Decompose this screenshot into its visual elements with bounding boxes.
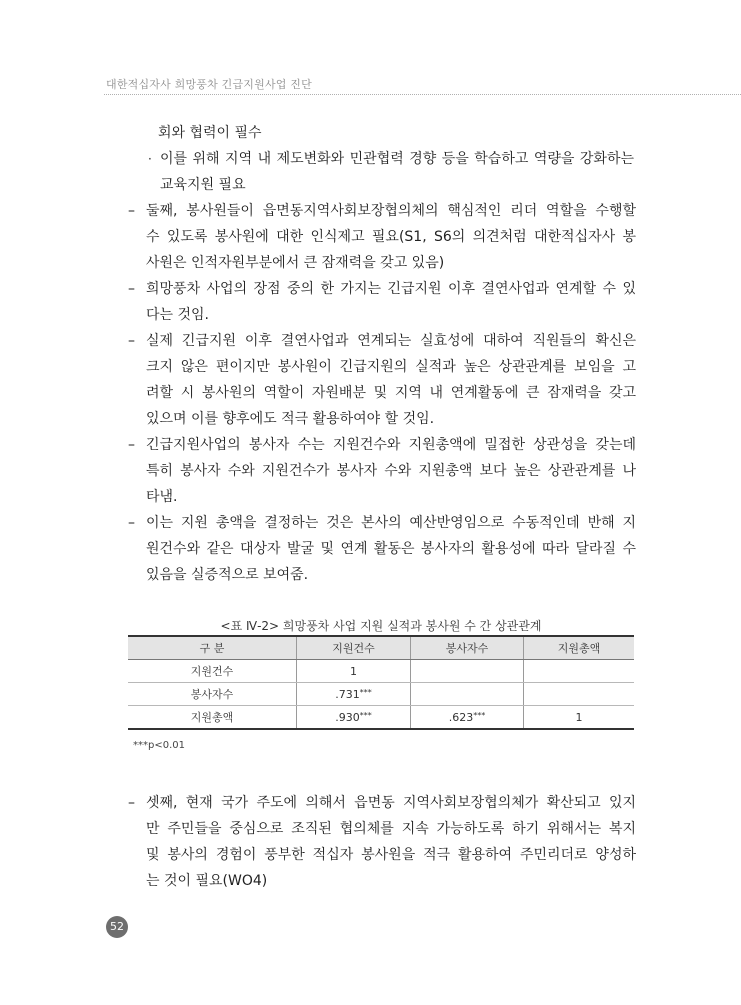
bullet-line: 려할 시 봉사원의 역할이 자원배분 및 지역 내 연계활동에 큰 잠재력을 갖고 (146, 385, 636, 401)
page-number-badge: 52 (106, 916, 128, 938)
bullet-line: 원건수와 같은 대상자 발굴 및 연계 활동은 봉사자의 활용성에 따라 달라질 수 (146, 541, 636, 557)
bullet-marker: – (128, 437, 135, 453)
row-label: 지원건수 (128, 660, 297, 683)
table-cell: .623*** (411, 706, 524, 730)
row-label: 지원총액 (128, 706, 297, 730)
bullet-marker: – (128, 281, 135, 297)
bullet-line: – 셋째, 현재 국가 주도에 의해서 읍면동 지역사회보장협의체가 확산되고 있지 (128, 790, 636, 816)
bullet-marker: – (128, 795, 135, 811)
table-cell (524, 660, 635, 683)
bullet-line: 수 있도록 봉사원에 대한 인식제고 필요(S1, S6의 의견처럼 대한적십자사 봉 (146, 229, 636, 245)
table-row (128, 706, 634, 730)
bullet-line: 있으며 이를 향후에도 적극 활용하여야 할 것임. (146, 411, 435, 427)
bullet-marker: – (128, 203, 135, 219)
column-header: 지원건수 (297, 636, 411, 660)
table-cell: 1 (524, 706, 635, 730)
bullet-marker: – (128, 333, 135, 349)
table-cell (411, 683, 524, 706)
column-header: 봉사자수 (411, 636, 524, 660)
bullet-marker: – (128, 515, 135, 531)
bullet-line: 만 주민들을 중심으로 조직된 협의체를 지속 가능하도록 하기 위해서는 복지 (146, 821, 636, 837)
bullet-marker: · (148, 152, 152, 166)
sub-bullet-line: · 이를 위해 지역 내 제도변화와 민관협력 경향 등을 학습하고 역량을 강화하는 (128, 146, 636, 172)
bullet-line: 있음을 실증적으로 보여줌. (146, 567, 309, 583)
body-text (128, 120, 636, 588)
correlation-table-block (128, 617, 634, 730)
header-divider (104, 94, 741, 95)
bullet-line: – 둘째, 봉사원들이 읍면동지역사회보장협의체의 핵심적인 리더 역할을 수행할 (128, 198, 636, 224)
bullet-line: 타냄. (146, 489, 178, 505)
table-cell: .731*** (297, 683, 411, 706)
table-cell (411, 660, 524, 683)
table-cell (524, 683, 635, 706)
table-footnote: ***p<0.01 (133, 740, 185, 751)
column-header: 지원총액 (524, 636, 635, 660)
bullet-line: 크지 않은 편이지만 봉사원이 긴급지원의 실적과 높은 상관관계를 보임을 고 (146, 359, 636, 375)
column-header: 구 분 (128, 636, 297, 660)
table-row (128, 660, 634, 683)
table-header-row (128, 636, 634, 660)
bullet-line: 는 것이 필요(WO4) (146, 873, 268, 889)
table-cell: .930*** (297, 706, 411, 730)
bullet-line: – 실제 긴급지원 이후 결연사업과 연계되는 실효성에 대하여 직원들의 확신은 (128, 328, 636, 354)
bullet-line: 및 봉사의 경험이 풍부한 적십자 봉사원을 적극 활용하여 주민리더로 양성하 (146, 847, 636, 863)
bullet-line: – 긴급지원사업의 봉사자 수는 지원건수와 지원총액에 밀접한 상관성을 갖는데 (128, 432, 636, 458)
sub-bullet-line: 교육지원 필요 (160, 177, 246, 193)
row-label: 봉사자수 (128, 683, 297, 706)
bullet-line: 사원은 인적자원부분에서 큰 잠재력을 갖고 있음) (146, 255, 445, 271)
body-text-after-table (128, 790, 636, 894)
bullet-line: – 이는 지원 총액을 결정하는 것은 본사의 예산반영임으로 수동적인데 반해 지 (128, 510, 636, 536)
bullet-line: 다는 것임. (146, 307, 209, 323)
correlation-table (128, 635, 634, 730)
bullet-line: 특히 봉사자 수와 지원건수가 봉사자 수와 지원총액 보다 높은 상관관계를 나 (146, 463, 636, 479)
table-row (128, 683, 634, 706)
text-line: 회와 협력이 필수 (158, 125, 262, 141)
table-cell: 1 (297, 660, 411, 683)
bullet-line: – 희망풍차 사업의 장점 중의 한 가지는 긴급지원 이후 결연사업과 연계할 수 있 (128, 276, 636, 302)
running-header: 대한적십자사 희망풍차 긴급지원사업 진단 (106, 78, 312, 91)
table-caption: <표 Ⅳ-2> 희망풍차 사업 지원 실적과 봉사원 수 간 상관관계 (220, 619, 542, 633)
